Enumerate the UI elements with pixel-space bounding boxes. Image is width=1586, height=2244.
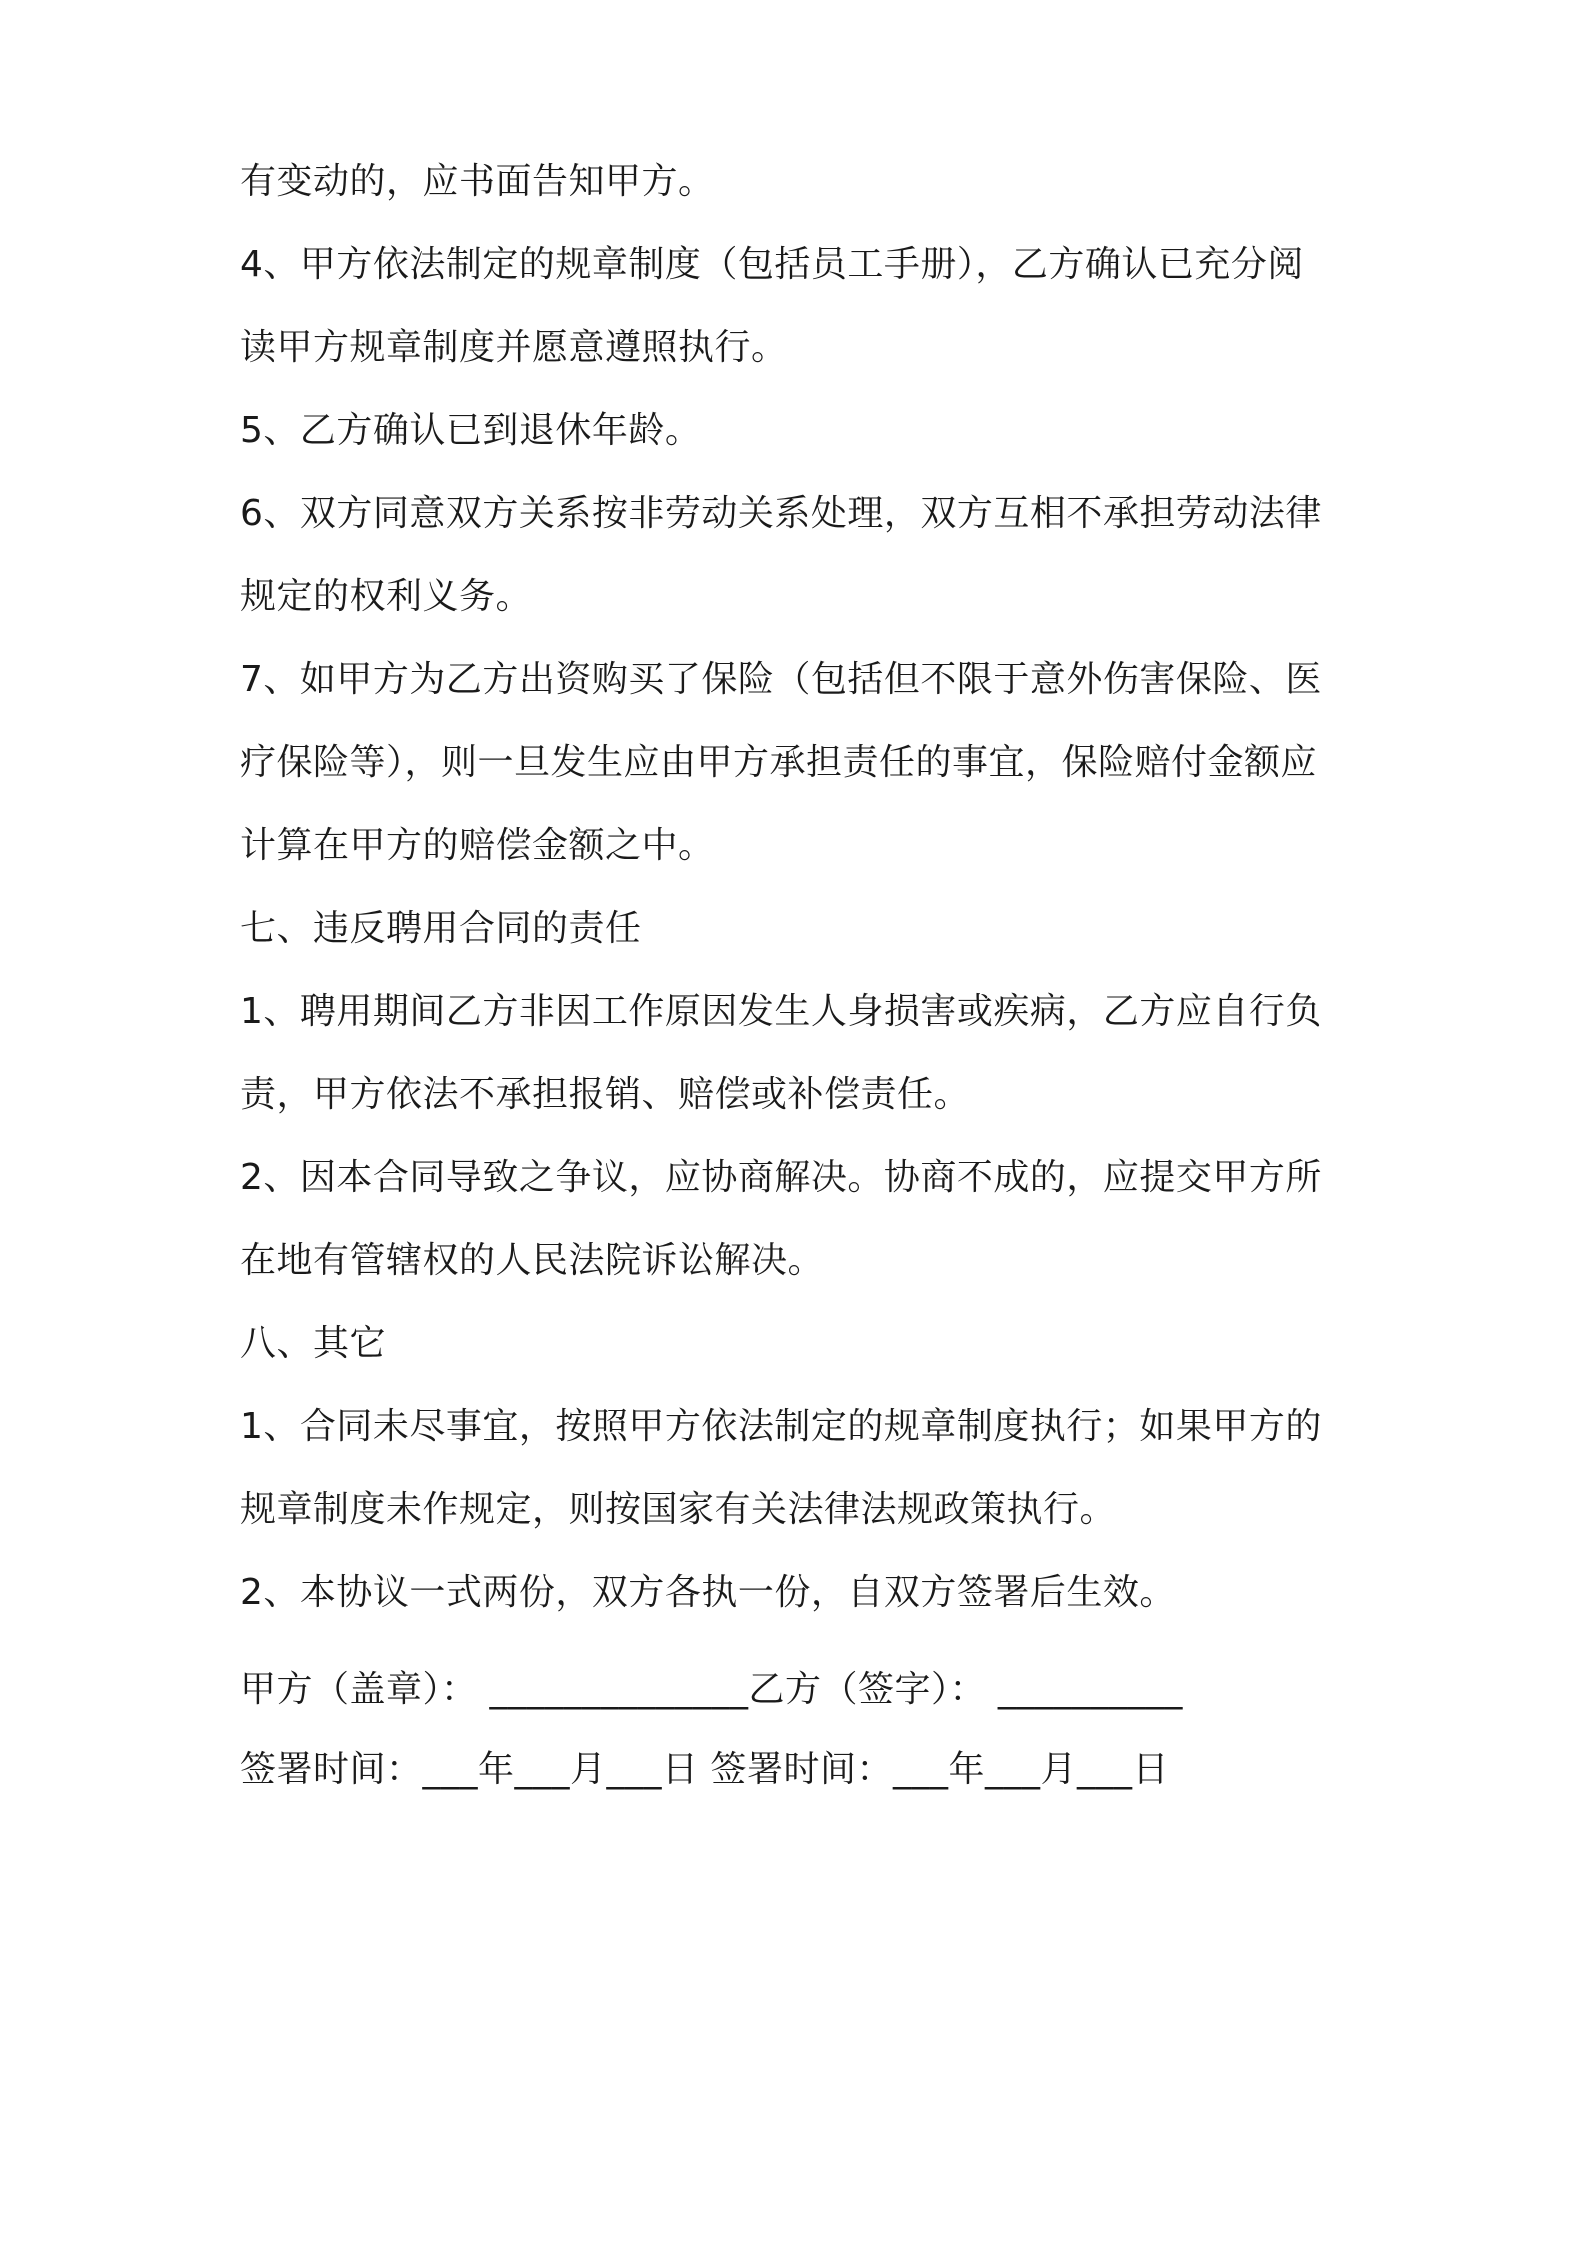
clause-7-line-1: 7、如甲方为乙方出资购买了保险（包括但不限于意外伤害保险、医 — [240, 659, 1322, 700]
section-7-clause-2-line-2: 在地有管辖权的人民法院诉讼解决。 — [240, 1240, 825, 1281]
clause-6-line-1: 6、双方同意双方关系按非劳动关系处理，双方互相不承担劳动法律 — [240, 493, 1322, 534]
text-line: 有变动的，应书面告知甲方。 — [240, 161, 715, 202]
signature-block — [240, 1650, 1360, 1810]
section-7-clause-1-line-1: 1、聘用期间乙方非因工作原因发生人身损害或疾病，乙方应自行负 — [240, 991, 1322, 1032]
clause-7-line-3: 计算在甲方的赔偿金额之中。 — [240, 825, 715, 866]
section-8-clause-2: 2、本协议一式两份，双方各执一份，自双方签署后生效。 — [240, 1572, 1176, 1613]
section-7-clause-2-line-1: 2、因本合同导致之争议，应协商解决。协商不成的，应提交甲方所 — [240, 1157, 1322, 1198]
section-8-heading: 八、其它 — [240, 1323, 387, 1364]
section-8-clause-1-line-1: 1、合同未尽事宜，按照甲方依法制定的规章制度执行；如果甲方的 — [240, 1406, 1322, 1447]
clause-5: 5、乙方确认已到退休年龄。 — [240, 410, 702, 451]
section-8-clause-1-line-2: 规章制度未作规定，则按国家有关法律法规政策执行。 — [240, 1489, 1117, 1530]
party-signature-line: 甲方（盖章）： ______________乙方（签字）： __________ — [240, 1669, 1183, 1710]
section-7-clause-1-line-2: 责，甲方依法不承担报销、赔偿或补偿责任。 — [240, 1074, 971, 1115]
clause-7-line-2: 疗保险等），则一旦发生应由甲方承担责任的事宜，保险赔付金额应 — [240, 742, 1318, 783]
clause-4-line-2: 读甲方规章制度并愿意遵照执行。 — [240, 327, 788, 368]
section-7-heading: 七、违反聘用合同的责任 — [240, 908, 642, 949]
signing-date-line: 签署时间：___年___月___日 签署时间：___年___月___日 — [240, 1749, 1169, 1790]
clause-6-line-2: 规定的权利义务。 — [240, 576, 533, 617]
clause-4-line-1: 4、甲方依法制定的规章制度（包括员工手册），乙方确认已充分阅 — [240, 244, 1304, 285]
contract-body — [240, 140, 1360, 1634]
